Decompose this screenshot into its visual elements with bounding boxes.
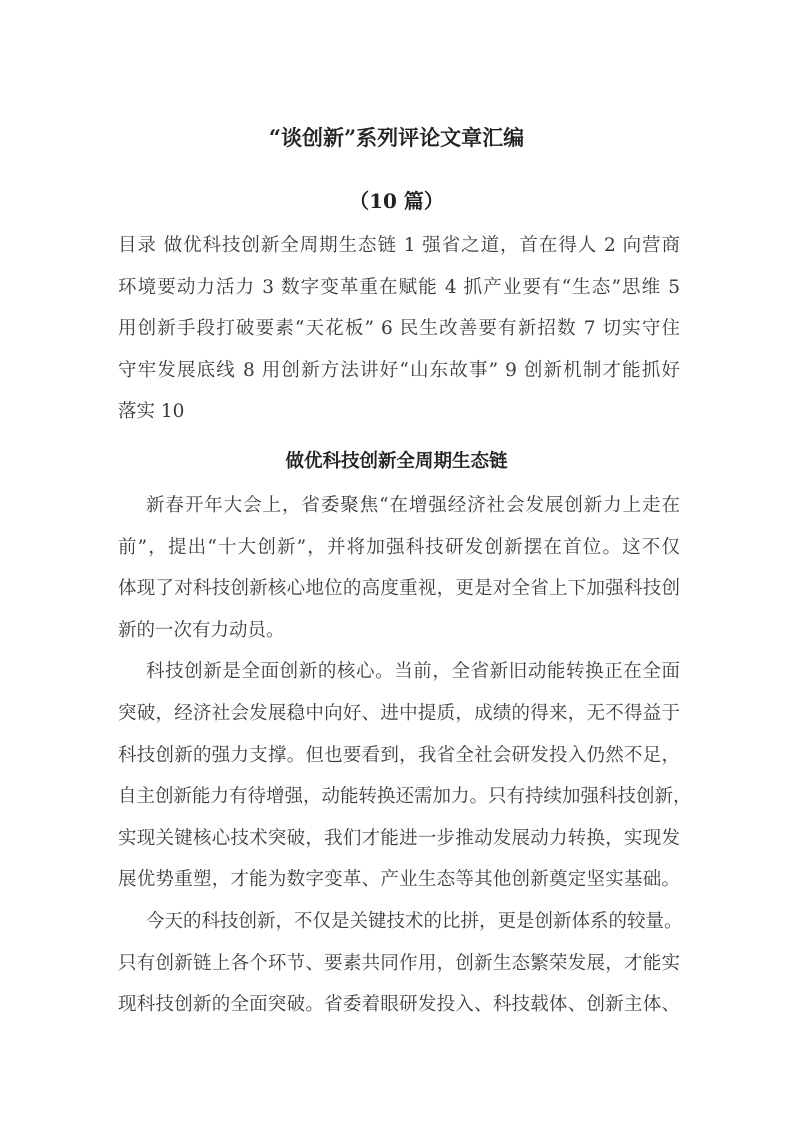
toc-line: 落实 10 bbox=[118, 401, 185, 423]
paragraph-line: 科技创新是全面创新的核心。当前，全省新旧动能转换正在全面 bbox=[146, 661, 680, 683]
paragraph-line: 突破，经济社会发展稳中向好、进中提质，成绩的得来，无不得益于 bbox=[118, 702, 680, 724]
paragraph-line: 体现了对科技创新核心地位的高度重视，更是对全省上下加强科技创 bbox=[118, 578, 680, 600]
paragraph-line: 新的一次有力动员。 bbox=[118, 619, 285, 641]
toc-line: 守牢发展底线 8 用创新方法讲好“山东故事” 9 创新机制才能抓好 bbox=[118, 359, 680, 381]
body-text bbox=[118, 485, 692, 1026]
paragraph-line: 前”，提出“十大创新”，并将加强科技研发创新摆在首位。这不仅 bbox=[118, 536, 680, 558]
paragraph-line: 实现关键核心技术突破，我们才能进一步推动发展动力转换，实现发 bbox=[118, 827, 680, 849]
toc-line: 用创新手段打破要素“天花板” 6 民生改善要有新招数 7 切实守住 bbox=[118, 318, 680, 340]
toc-line: 目录 做优科技创新全周期生态链 1 强省之道，首在得人 2 向营商 bbox=[118, 235, 680, 256]
document-title: “谈创新”系列评论文章汇编 bbox=[268, 125, 525, 150]
section-heading: 做优科技创新全周期生态链 bbox=[285, 451, 508, 472]
paragraph-line: 新春开年大会上，省委聚焦“在增强经济社会发展创新力上走在 bbox=[146, 495, 680, 516]
paragraph-line: 科技创新的强力支撑。但也要看到，我省全社会研发投入仍然不足， bbox=[118, 744, 680, 766]
table-of-contents bbox=[118, 225, 680, 433]
paragraph-line: 现科技创新的全面突破。省委着眼研发投入、科技载体、创新主体、 bbox=[118, 994, 680, 1016]
paragraph bbox=[118, 485, 680, 651]
paragraph-line: 只有创新链上各个环节、要素共同作用，创新生态繁荣发展，才能实 bbox=[118, 952, 680, 974]
toc-line: 环境要动力活力 3 数字变革重在赋能 4 抓产业要有“生态”思维 5 bbox=[118, 276, 680, 298]
paragraph bbox=[118, 901, 683, 1026]
paragraph bbox=[118, 651, 692, 901]
paragraph-line: 今天的科技创新，不仅是关键技术的比拼，更是创新体系的较量。 bbox=[146, 910, 683, 932]
document-subtitle: （10 篇） bbox=[349, 189, 444, 213]
paragraph-line: 展优势重塑，才能为数字变革、产业生态等其他创新奠定坚实基础。 bbox=[118, 869, 680, 891]
paragraph-line: 自主创新能力有待增强，动能转换还需加力。只有持续加强科技创新， bbox=[118, 786, 692, 808]
